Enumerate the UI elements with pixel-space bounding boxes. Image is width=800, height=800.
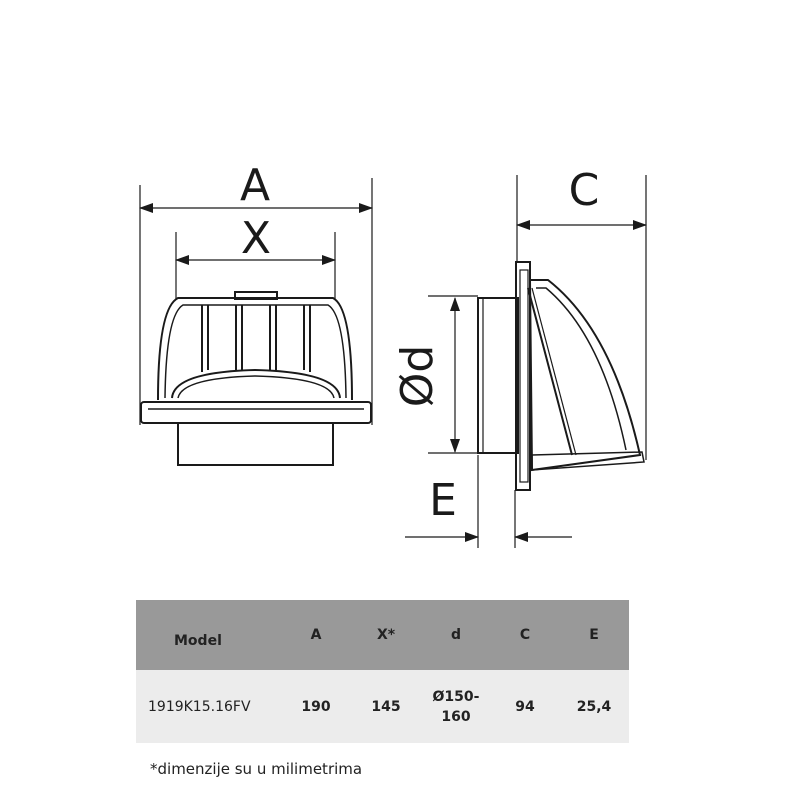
cell-d-line1: Ø150- [432,688,480,705]
header-c: C [519,627,531,643]
cell-x: 145 [371,698,401,715]
dim-label-d: Ød [392,344,443,408]
cell-e: 25,4 [576,698,612,715]
side-view [428,175,646,548]
footnote: *dimenzije su u milimetrima [150,760,363,778]
cell-model: 1919K15.16FV [148,698,251,715]
header-model: Model [174,633,222,649]
header-a: A [310,627,322,643]
cell-d [421,670,491,743]
header-e: E [589,627,599,643]
cell-a: 190 [301,698,331,715]
dim-label-a: A [239,160,271,211]
cell-c: 94 [515,698,535,715]
cell-d-line2: 160 [441,708,471,725]
dim-label-x: X [240,213,272,264]
dim-label-e: E [429,475,457,526]
dim-label-c: C [568,165,600,216]
spec-table [136,600,629,743]
header-x: X* [376,627,396,643]
table-row [136,670,629,743]
header-d: d [450,627,462,643]
table-header-row [136,600,629,670]
